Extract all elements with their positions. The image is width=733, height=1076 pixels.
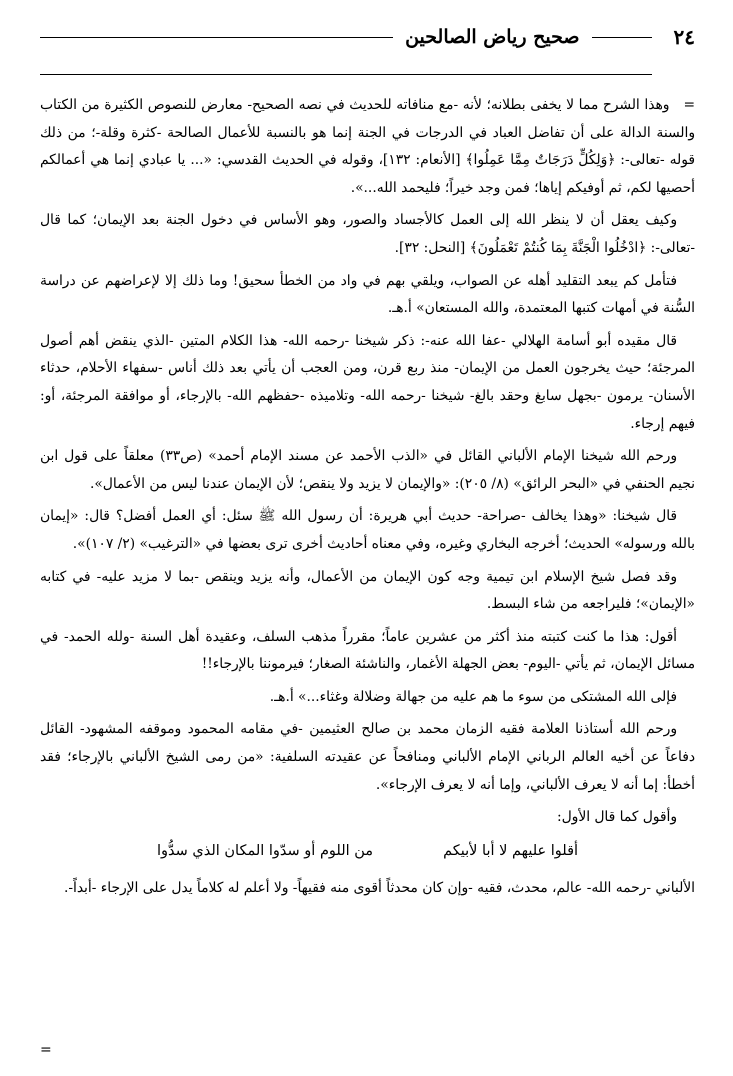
continuation-mark: =	[683, 97, 695, 113]
paragraph-9: فإلى الله المشتكى من سوء ما هم عليه من جهالة وضلالة وغثاء...» أ.هـ.	[269, 688, 677, 705]
verse-hemistich-1: أقلوا عليهم لا أبا لأبيكم	[443, 842, 579, 859]
paragraph-1: =وهذا الشرح مما لا يخفى بطلانه؛ لأنه -مع منافاته للحديث في نصه الصحيح- معارض للنصوص الكثيرة من الكتاب والسنة الدالة على أن تفاضل العباد في الدرجات في الجنة إنما هو بالنسبة للأعمال الصالحة -كثرة وقلة-؛ من ذلك قوله -تعالى-: ﴿وَلِكُلٍّ دَرَجَاتٌ مِمَّا عَمِلُوا﴾ [الأنعام: ١٣٢]، وقوله في الحديث القدسي: «... يا عبادي إنما هي أعمالكم أحصيها لكم، ثم أوفيكم إياها؛ فمن وجد خيراً؛ فليحمد الله...».	[40, 97, 695, 196]
paragraph-3: فتأمل كم يبعد التقليد أهله عن الصواب، ويلقي بهم في واد من الخطأ سحيق! وما ذلك إلا لإعراضهم عن دراسة السُّنة في أمهات كتبها المعتمدة، والله المستعان» أ.هـ.	[40, 272, 695, 317]
book-title: صحيح رياض الصالحين	[405, 26, 580, 48]
page-number: ٢٤	[673, 25, 695, 49]
paragraph-2: وكيف يعقل أن لا ينظر الله إلى العمل كالأجساد والصور، وهو الأساس في دخول الجنة بعد الإيمان؛ كما قال -تعالى-: ﴿ادْخُلُوا الْجَنَّةَ بِمَا كُنتُمْ تَعْمَلُونَ﴾ [النحل: ٣٢].	[40, 212, 695, 256]
footnote-separator	[40, 74, 652, 75]
paragraph-11: وأقول كما قال الأول:	[556, 809, 677, 826]
paragraph-6: قال شيخنا: «وهذا يخالف -صراحة- حديث أبي هريرة: أن رسول الله ﷺ سئل: أي العمل أفضل؟ قال: «إيمان بالله ورسوله» الحديث؛ أخرجه البخاري وغيره، وفي معناه أحاديث أخرى ترى بعضها في «الترغيب» (٢/ ١٠٧)».	[40, 508, 695, 552]
verse-hemistich-2: من اللوم أو سدّوا المكان الذي سدُّوا	[156, 842, 374, 859]
paragraph-7: وقد فصل شيخ الإسلام ابن تيمية وجه كون الإيمان من الأعمال، وأنه يزيد وينقص -بما لا مزيد عليه- في كتابه «الإيمان»؛ فليراجعه من شاء البسط.	[40, 568, 695, 613]
paragraph-5: ورحم الله شيخنا الإمام الألباني القائل في «الذب الأحمد عن مسند الإمام أحمد» (ص٣٣) معلقاً على قول ابن نجيم الحنفي في «البحر الرائق» (٨/ ٢٠٥): «والإيمان لا يزيد ولا ينقص؛ لأن الإيمان عندنا ليس من الأعمال».	[40, 448, 695, 492]
paragraph-4: قال مقيده أبو أسامة الهلالي -عفا الله عنه-: ذكر شيخنا -رحمه الله- هذا الكلام المتين -الذي ينقض أهم أصول المرجئة؛ حيث يخرجون العمل من الإيمان- منذ ربع قرن، ومن العجب أن يأتي بعد ذلك أناس -سفهاء الأحلام، حدثاء الأسنان- يرمون -بجهل سابغ وحقد بالغ- شيخنا -رحمه الله- وتلاميذه -حفظهم الله- بالإرجاء، أو موافقة المرجئة، أو: فيهم إرجاء.	[40, 332, 695, 432]
page-header	[40, 20, 695, 54]
page-body	[40, 92, 695, 908]
header-rule-right	[592, 37, 652, 38]
closing-paragraph: الألباني -رحمه الله- عالم، محدث، فقيه -وإن كان محدثاً أقوى منه فقيهاً- ولا أعلم له كلاماً يدل على الإرجاء -أبداً-.	[63, 880, 695, 897]
paragraph-8: أقول: هذا ما كنت كتبته منذ أكثر من عشرين عاماً؛ مقرراً مذهب السلف، وعقيدة أهل السنة -ولله الحمد- في مسائل الإيمان، ثم يأتي -اليوم- بعض الجهلة الأغمار، والناشئة الصغار؛ فيرموننا بالإرجاء!!	[40, 628, 695, 673]
poetry-verse	[40, 838, 695, 866]
end-mark: =	[40, 1042, 52, 1058]
paragraph-10: ورحم الله أستاذنا العلامة فقيه الزمان محمد بن صالح العثيمين -في مقامه المحمود وموقفه المشهود- القائل دفاعاً عن أخيه العالم الرباني الإمام الألباني ومنافحاً عن عقيدته السلفية: «من رمى الشيخ الألباني بالإرجاء؛ فقد أخطأ: إما أنه لا يعرف الألباني، وإما أنه لا يعرف الإرجاء».	[40, 721, 695, 793]
header-rule-left	[40, 37, 393, 38]
